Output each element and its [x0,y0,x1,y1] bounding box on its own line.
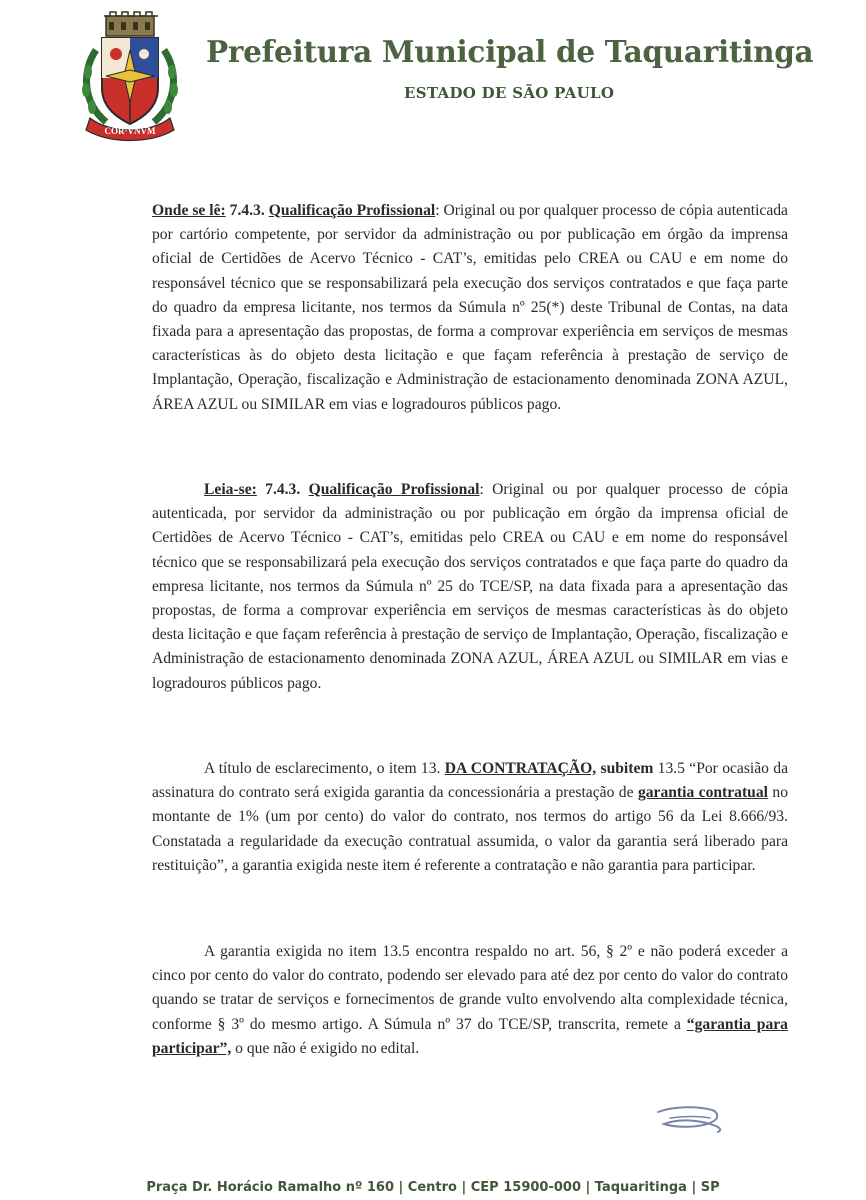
paragraph-leia-se [152,478,788,696]
paragraph-esclarecimento [152,757,788,878]
paragraph-text: o que não é exigido no edital. [231,1039,420,1057]
paragraph-text: : Original ou por qualquer processo de cópia autenticada por cartório competente, por servidor da administração ou por publicação em órgão da imprensa oficial de Certidões de Acervo Técnico - CAT’s, emitidas pelo CREA ou CAU e em nome do responsável técnico que se responsabilizará pela execução dos serviços contratados e que faça parte do quadro da empresa licitante, nos termos da Súmula nº 25(*) deste Tribunal de Contas, na data fixada para a apresentação das propostas, de forma a comprovar experiência em serviços de mesmas características às do objeto desta licitação e que façam referência à prestação de serviço de Implantação, Operação, fiscalização e Administração de estacionamento denominada ZONA AZUL, ÁREA AZUL ou SIMILAR em vias e logradouros públicos pago. [152,202,788,413]
coat-of-arms-icon [76,10,184,144]
paragraph-text: A garantia exigida no item 13.5 encontra respaldo no art. 56, § 2º e não poderá exceder a cinco por cento do valor do contrato, podendo ser elevado para até dez por cento do valor do contrato quando se tratar de serviços e fornecimentos de grande vulto envolvendo alta complexidade técnica, conforme § 3º do mesmo artigo. A Súmula nº 37 do TCE/SP, transcrita, remete a [152,943,788,1033]
signature-initials [650,1098,730,1138]
institution-title: Prefeitura Municipal de Taquaritinga [206,34,814,69]
paragraph-text: no montante de 1% (um por cento) do valor do contrato, nos termos do artigo 56 da Lei 8.666/93. Constatada a regularidade da execução contratual assumida, o valor da garantia será liberado para restituição”, a garantia exigida neste item é referente a contratação e não garantia para participar. [152,784,788,874]
footer-address: Praça Dr. Horácio Ramalho nº 160 | Centro | CEP 15900-000 | Taquaritinga | SP [146,1180,720,1195]
item-number: 7.4.3. [229,202,265,219]
emphasis-garantia-para-participar: “garantia para participar”, [152,1015,788,1057]
paragraph-text: 13.5 “Por ocasião da assinatura do contrato será exigida garantia da concessionária a prestação de [152,760,788,802]
emphasis-garantia-contratual: garantia contratual [637,784,768,802]
paragraph-text: : Original ou por qualquer processo de cópia autenticada, por servidor da administração ou por publicação em órgão da imprensa oficial de Certidões de Acervo Técnico - CAT’s, emitidas pelo CREA ou CAU e em nome do responsável técnico que se responsabilizará pela execução dos serviços contratados e que faça parte do quadro da empresa licitante, nos termos da Súmula nº 25 do TCE/SP, na data fixada para a apresentação das propostas, de forma a comprovar experiência em serviços de mesmas características às do objeto desta licitação e que façam referência à prestação de serviço de Implantação, Operação, fiscalização e Administração de estacionamento denominada ZONA AZUL, ÁREA AZUL ou SIMILAR em vias e logradouros públicos pago. [152,481,788,692]
paragraph-onde-se-le [152,199,788,417]
paragraph-garantia [152,940,788,1061]
section-heading: Qualificação Profissional [308,481,480,498]
emphasis-da-contratacao: DA CONTRATAÇÃO, [444,760,597,777]
item-number: 7.4.3. [265,481,301,498]
lead-label: Leia-se: [204,481,257,498]
paragraph-text: A título de esclarecimento, o item 13. [204,760,445,777]
lead-label: Onde se lê: [152,202,226,219]
institution-subtitle: ESTADO DE SÃO PAULO [404,84,615,102]
section-heading: Qualificação Profissional [268,202,436,219]
svg-text:COR·VNVM: COR·VNVM [104,126,156,136]
emphasis-subitem: subitem [596,760,654,777]
